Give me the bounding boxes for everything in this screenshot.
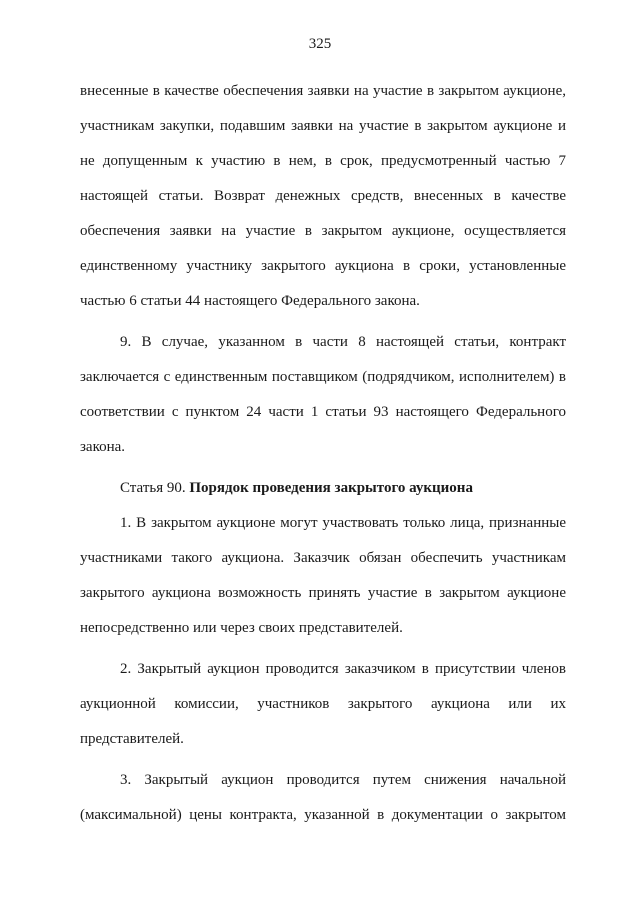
article-paragraph-1: 1. В закрытом аукционе могут участвовать только лица, признанные участниками такого аукциона. Заказчик обязан обеспечить участникам закрытого аукциона возможность принять участие в закрытом аукционе непосредственно или через своих представителей. xyxy=(80,515,566,636)
article-heading xyxy=(80,471,566,506)
document-body xyxy=(80,74,566,833)
article-paragraph-3: 3. Закрытый аукцион проводится путем снижения начальной (максимальной) цены контракта, указанной в документации о закрытом xyxy=(80,772,566,823)
paragraph-continuation: внесенные в качестве обеспечения заявки на участие в закрытом аукционе, участникам закупки, подавшим заявки на участие в закрытом аукционе и не допущенным к участию в нем, в срок, предусмотренный частью 7 настоящей статьи. Возврат денежных средств, внесенных в качестве обеспечения заявки на участие в закрытом аукционе, осуществляется единственному участнику закрытого аукциона в сроки, установленные частью 6 статьи 44 настоящего Федерального закона. xyxy=(80,83,566,309)
article-label: Статья 90. xyxy=(120,480,186,496)
paragraph-item-9: 9. В случае, указанном в части 8 настоящей статьи, контракт заключается с единственным поставщиком (подрядчиком, исполнителем) в соответствии с пунктом 24 части 1 статьи 93 настоящего Федерального закона. xyxy=(80,334,566,455)
page-number: 325 xyxy=(308,36,332,52)
article-title: Порядок проведения закрытого аукциона xyxy=(189,480,473,496)
article-paragraph-2: 2. Закрытый аукцион проводится заказчиком в присутствии членов аукционной комиссии, участников закрытого аукциона или их представителей. xyxy=(80,661,566,747)
